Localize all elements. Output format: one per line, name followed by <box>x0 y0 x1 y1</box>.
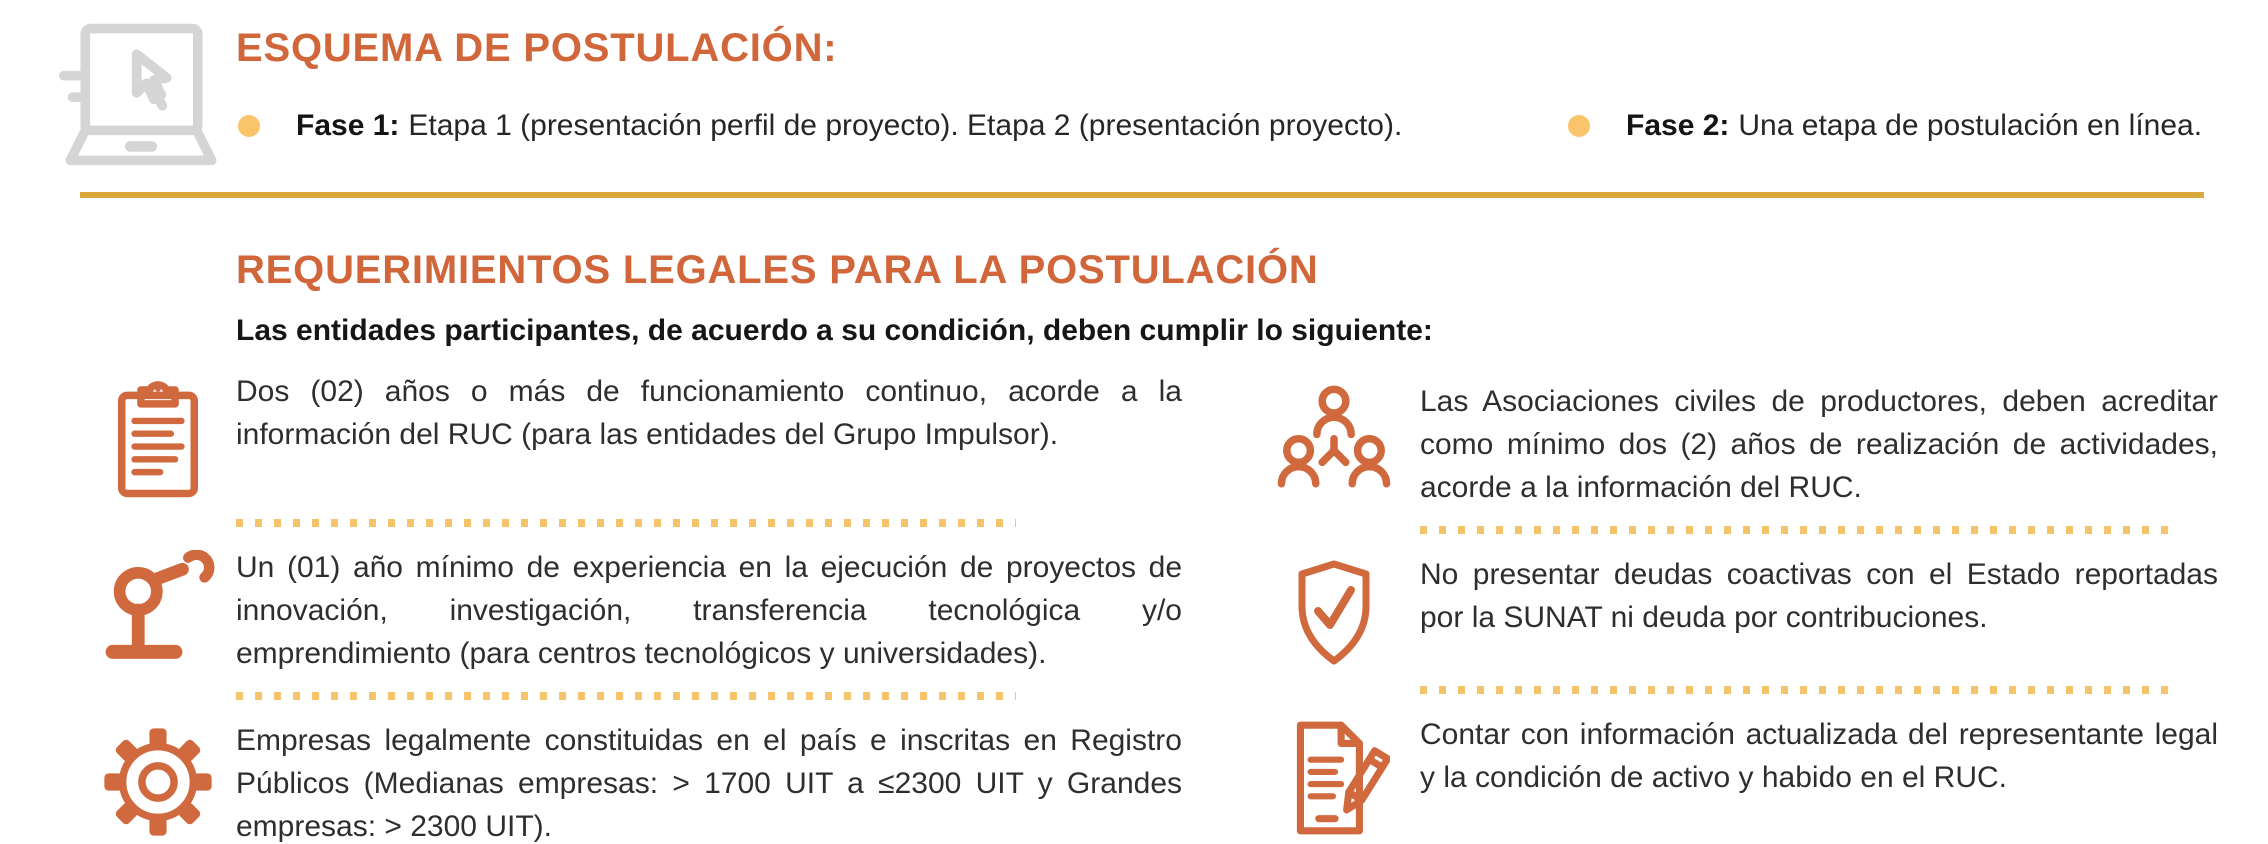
requirement-text: Contar con información actualizada del representante legal y la condición de activo y habido en el RUC. <box>1420 718 2218 794</box>
fase-2-text: Fase 2: Una etapa de postulación en línea. <box>1626 109 2203 142</box>
fase-1-item <box>238 106 1558 146</box>
dotted-divider <box>236 519 1016 527</box>
bullet-icon <box>238 115 260 137</box>
requirement-text: Dos (02) años o más de funcionamiento continuo, acorde a la información del RUC (para las entidades del Grupo Impulsor). <box>236 375 1182 451</box>
document-pencil-icon <box>1248 713 1420 839</box>
dotted-divider <box>1420 686 2168 694</box>
requirement-text: Las Asociaciones civiles de productores, deben acreditar como mínimo dos (2) años de realización de actividades, acorde a la información del RUC. <box>1420 385 2218 504</box>
requirements-column-right <box>1248 380 2218 839</box>
shield-check-icon <box>1248 553 1420 669</box>
requirements-column-left <box>80 370 1182 844</box>
fase-1-label: Fase 1: <box>296 109 400 142</box>
clipboard-icon <box>80 370 236 502</box>
requirement-text: No presentar deudas coactivas con el Estado reportadas por la SUNAT ni deuda por contribuciones. <box>1420 558 2218 634</box>
requirement-text: Empresas legalmente constituidas en el país e inscritas en Registro Públicos (Medianas empresas: > 1700 UIT a ≤2300 UIT y Grandes empresas: > 2300 UIT). <box>236 724 1182 843</box>
fase-1-text: Fase 1: Etapa 1 (presentación perfil de proyecto). Etapa 2 (presentación proyecto). <box>296 109 1403 142</box>
list-item <box>80 719 1182 844</box>
gear-icon <box>80 719 236 841</box>
dotted-divider <box>1420 526 2168 534</box>
list-item <box>1248 713 2218 839</box>
list-item <box>1248 380 2218 509</box>
fase-2-item <box>1568 106 2258 146</box>
robot-arm-icon <box>80 546 236 670</box>
people-network-icon <box>1248 380 1420 502</box>
requerimientos-subtitle: Las entidades participantes, de acuerdo a su condición, deben cumplir lo siguiente: <box>236 314 1433 347</box>
section-divider-line <box>80 192 2204 198</box>
list-item <box>80 546 1182 675</box>
fase-2-label: Fase 2: <box>1626 109 1730 142</box>
dotted-divider <box>236 692 1016 700</box>
list-item <box>1248 553 2218 669</box>
requerimientos-title: REQUERIMIENTOS LEGALES PARA LA POSTULACIÓN <box>236 248 1319 292</box>
requirement-text: Un (01) año mínimo de experiencia en la ejecución de proyectos de innovación, investigación, transferencia tecnológica y/o emprendimiento (para centros tecnológicos y universidades). <box>236 551 1182 670</box>
laptop-cursor-icon <box>52 20 230 170</box>
bullet-icon <box>1568 115 1590 137</box>
esquema-title: ESQUEMA DE POSTULACIÓN: <box>236 26 838 70</box>
list-item <box>80 370 1182 502</box>
